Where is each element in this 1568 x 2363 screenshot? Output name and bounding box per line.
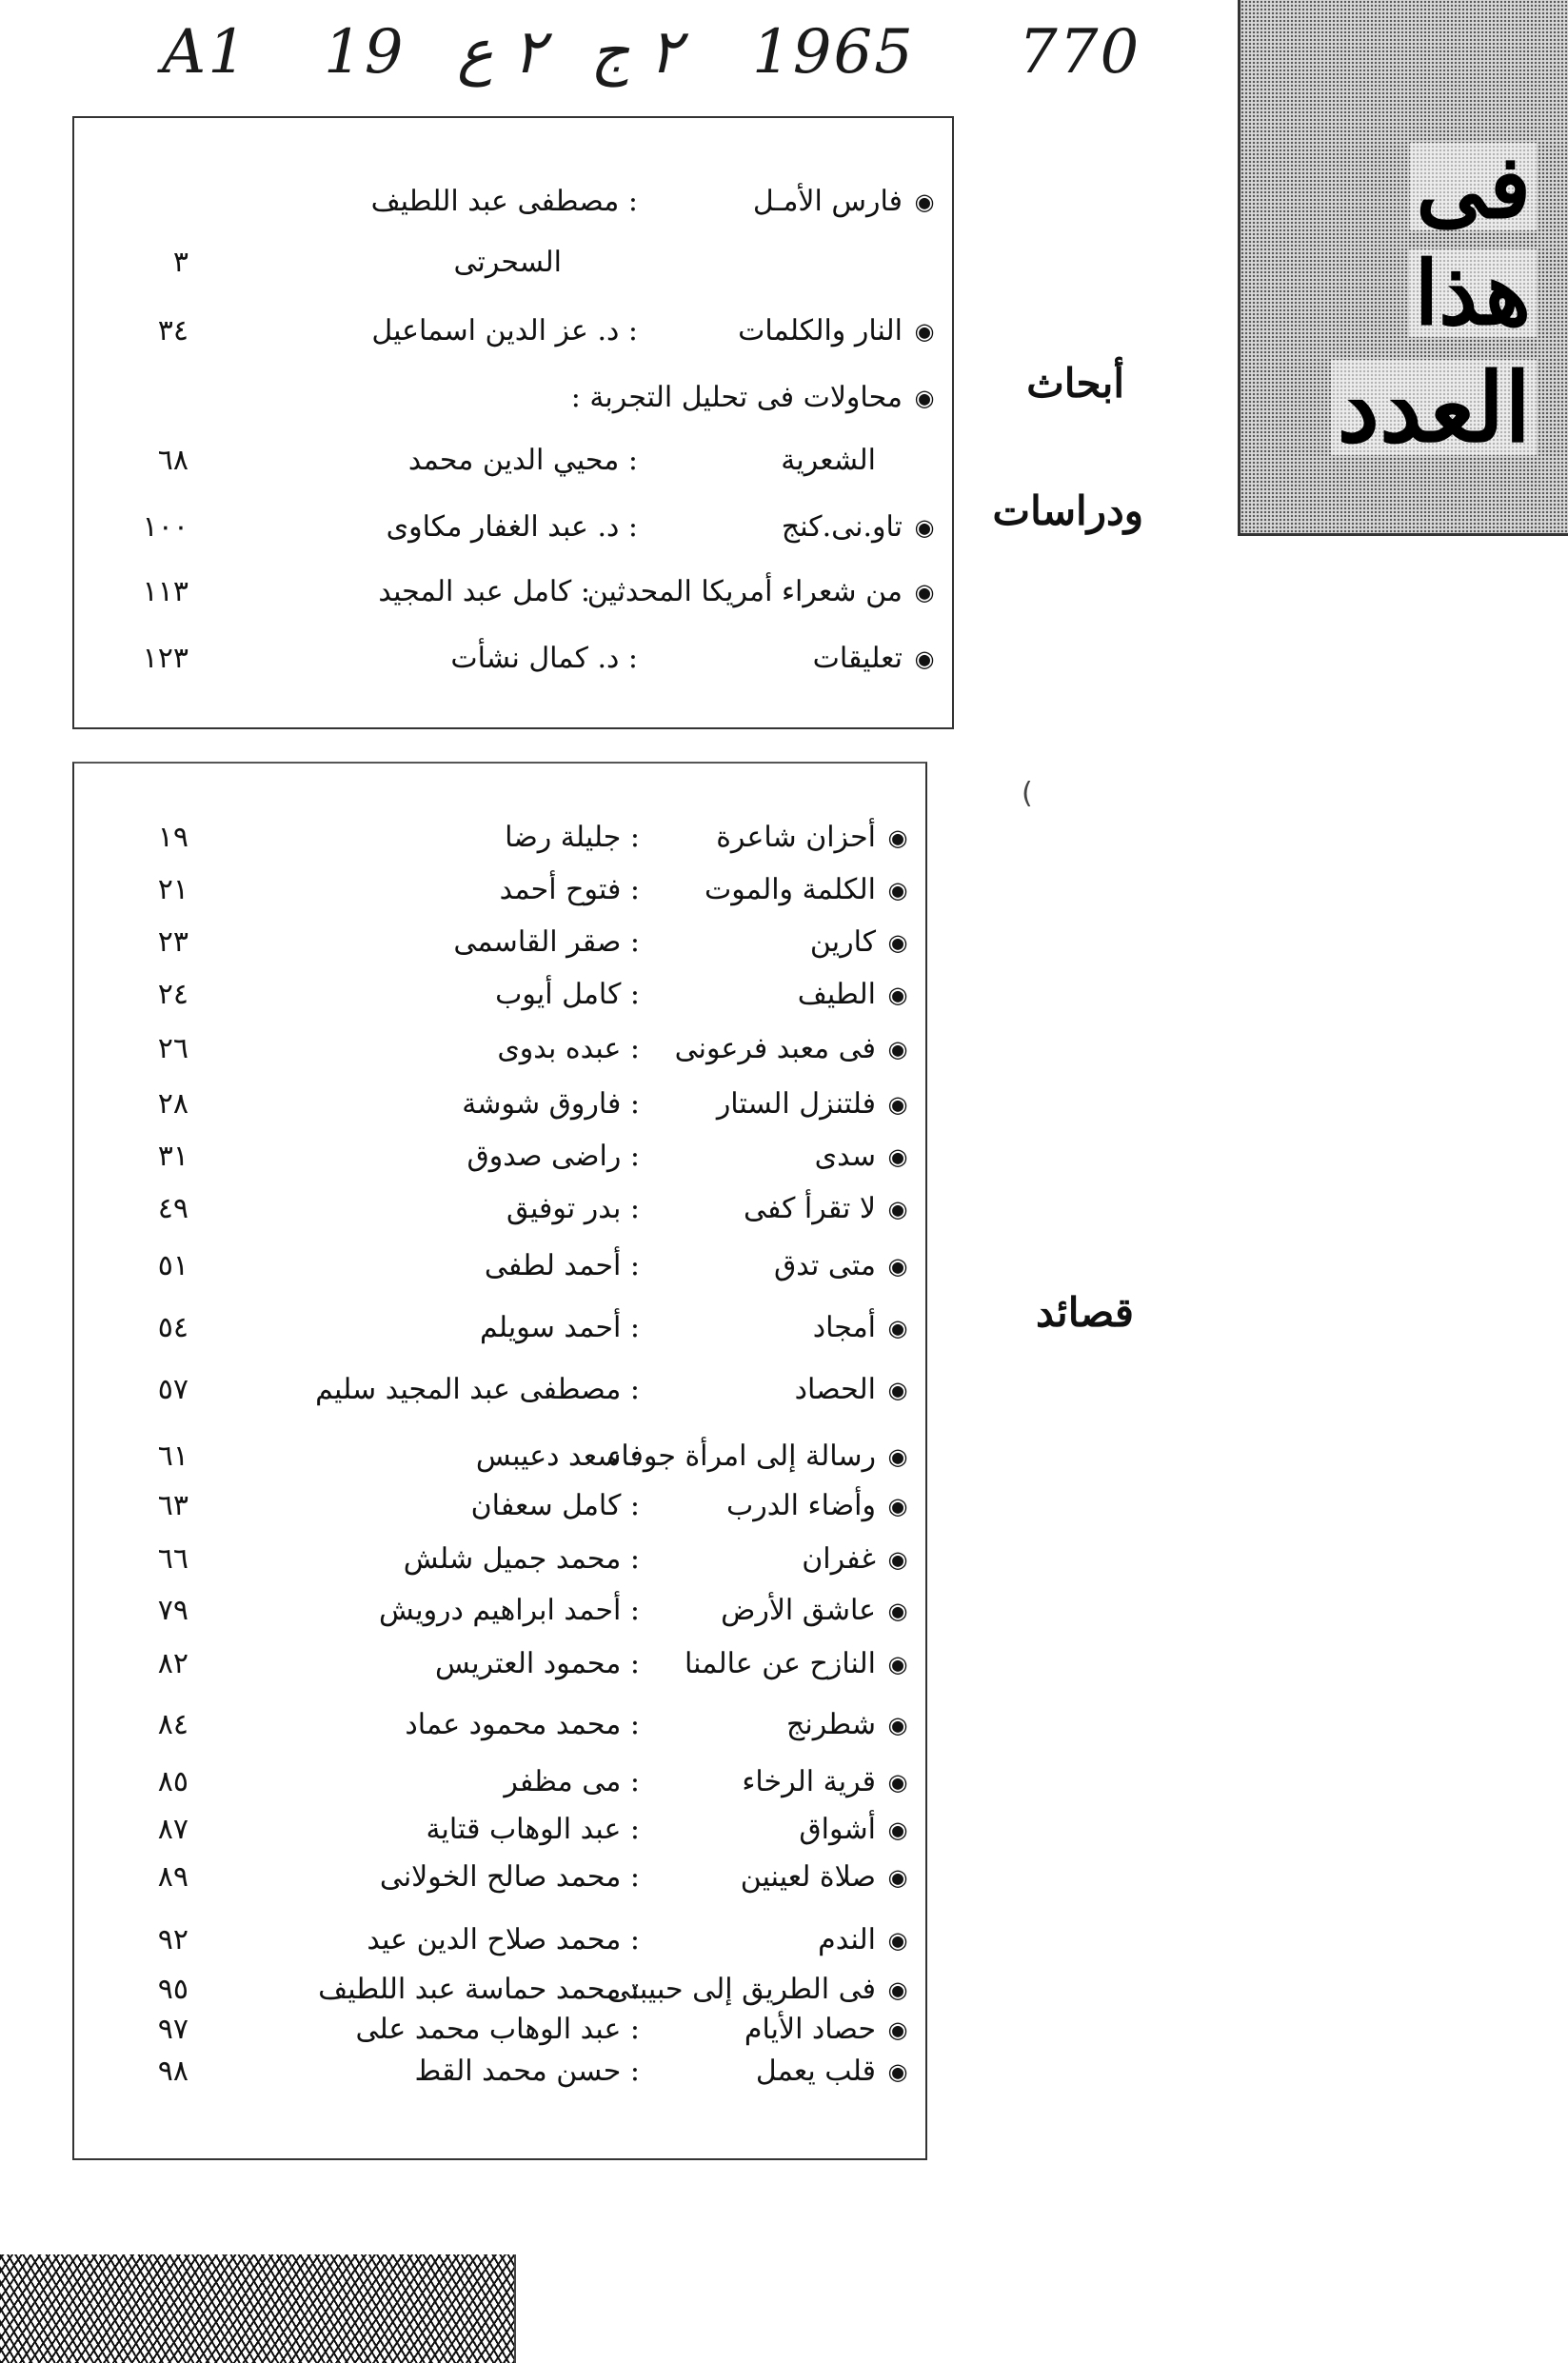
entry-page: ٦٣	[157, 1489, 189, 1522]
section-label-studies-2: ودراسات	[992, 487, 1143, 534]
entry-title: أحزان شاعرة	[716, 821, 876, 854]
entry-title: رسالة إلى امرأة جوفاء	[607, 1440, 876, 1473]
entry-author: : فتوح أحمد	[499, 873, 640, 906]
entry-author: : فاروق شوشة	[462, 1087, 640, 1121]
entry-page: ١١٣	[142, 575, 189, 608]
entry-page: ٧٩	[157, 1594, 189, 1627]
entry-author: : سعد دعيبس	[475, 1440, 640, 1473]
entry-title: الشعرية	[781, 444, 876, 477]
bullet-icon: ◉	[887, 1493, 908, 1519]
entry-title: فى معبد فرعونى	[674, 1032, 876, 1065]
entry-page: ٣	[172, 246, 189, 279]
toc-entry[interactable]	[74, 811, 925, 864]
entry-author: : أحمد سويلم	[479, 1311, 640, 1344]
entry-author: : كامل أيوب	[495, 978, 640, 1011]
poems-contents-box	[72, 762, 927, 2160]
toc-entry[interactable]	[74, 566, 952, 619]
toc-entry[interactable]	[74, 501, 952, 554]
entry-page: ٣٤	[157, 314, 189, 348]
toc-entry-continuation	[74, 236, 952, 289]
handwriting-part-a: ٢ ع	[457, 17, 546, 88]
bullet-icon: ◉	[887, 1546, 908, 1573]
entry-page: ٦٦	[157, 1542, 189, 1576]
entry-author: : كامل سعفان	[470, 1489, 640, 1522]
entry-author: : جليلة رضا	[505, 821, 640, 854]
entry-title: الكلمة والموت	[705, 873, 876, 906]
banner-line-3: العدد	[1331, 360, 1537, 455]
entry-page: ٥٧	[157, 1373, 189, 1406]
bullet-icon: ◉	[887, 2016, 908, 2043]
entry-page: ٢٦	[157, 1032, 189, 1065]
studies-contents-box	[72, 116, 954, 729]
entry-title: الطيف	[797, 978, 876, 1011]
entry-author: : محيي الدين محمد	[407, 444, 638, 477]
toc-entry[interactable]	[74, 1851, 925, 1904]
bullet-icon: ◉	[914, 385, 935, 411]
entry-page: ٨٢	[157, 1647, 189, 1680]
entry-page: ٢٨	[157, 1087, 189, 1121]
bullet-icon: ◉	[887, 982, 908, 1008]
handwriting-page: 770	[1019, 17, 1141, 88]
toc-entry[interactable]	[74, 305, 952, 358]
entry-page: ٨٤	[157, 1708, 189, 1741]
toc-entry[interactable]	[74, 1756, 925, 1809]
toc-entry[interactable]	[74, 1078, 925, 1131]
bullet-icon: ◉	[887, 1443, 908, 1470]
entry-title: فارس الأمـل	[752, 185, 903, 218]
entry-author: : عبده بدوى	[497, 1032, 640, 1065]
archive-handwriting	[143, 17, 1190, 93]
entry-title: غفران	[802, 1542, 876, 1576]
toc-entry[interactable]	[74, 1803, 925, 1857]
toc-entry[interactable]	[74, 1584, 925, 1638]
bullet-icon: ◉	[887, 1769, 908, 1796]
margin-mark: (	[1022, 777, 1033, 810]
bullet-icon: ◉	[887, 1651, 908, 1678]
entry-page: ٨٧	[157, 1813, 189, 1846]
toc-entry[interactable]	[74, 864, 925, 917]
entry-page: ٩٧	[157, 2013, 189, 2046]
entry-page: ١٠٠	[142, 510, 189, 544]
entry-page: ٢٤	[157, 978, 189, 1011]
bullet-icon: ◉	[887, 1196, 908, 1222]
toc-entry[interactable]	[74, 632, 952, 685]
entry-title: محاولات فى تحليل التجربة :	[570, 381, 903, 414]
entry-author: : حسن محمد القط	[414, 2055, 640, 2088]
toc-entry[interactable]	[74, 1023, 925, 1076]
entry-author: : بدر توفيق	[506, 1192, 640, 1225]
entry-author: : مصطفى عبد المجيد سليم	[315, 1373, 640, 1406]
bullet-icon: ◉	[914, 645, 935, 672]
entry-author: : كامل عبد المجيد	[378, 575, 590, 608]
entry-page: ٩٥	[157, 1973, 189, 2006]
toc-entry[interactable]	[74, 175, 952, 228]
entry-title: قرية الرخاء	[742, 1765, 876, 1798]
in-this-issue-banner	[1238, 0, 1568, 536]
entry-author: : أحمد ابراهيم درويش	[378, 1594, 640, 1627]
entry-title: النازح عن عالمنا	[684, 1647, 876, 1680]
entry-page: ٩٢	[157, 1923, 189, 1956]
entry-page: ١٢٣	[142, 642, 189, 675]
bullet-icon: ◉	[914, 318, 935, 345]
toc-entry[interactable]	[74, 1363, 925, 1417]
entry-title: لا تقرأ كفى	[743, 1192, 876, 1225]
entry-author: : أحمد لطفى	[484, 1249, 640, 1282]
bullet-icon: ◉	[887, 1927, 908, 1954]
bullet-icon: ◉	[887, 824, 908, 851]
bullet-icon: ◉	[887, 1864, 908, 1891]
toc-entry[interactable]	[74, 1430, 925, 1483]
entry-title: سدى	[814, 1140, 876, 1173]
entry-title: أشواق	[799, 1813, 876, 1846]
entry-author: : عبد الوهاب محمد على	[355, 2013, 640, 2046]
toc-entry[interactable]	[74, 1240, 925, 1293]
entry-title: أمجاد	[812, 1311, 876, 1344]
toc-entry[interactable]	[74, 916, 925, 969]
entry-title: قلب يعمل	[755, 2055, 876, 2088]
entry-title: كارين	[809, 925, 876, 959]
entry-author: : مصطفى عبد اللطيف	[370, 185, 638, 218]
toc-entry[interactable]	[74, 1533, 925, 1586]
entry-author: : محمد صالح الخولانى	[379, 1860, 640, 1894]
entry-page: ٥٤	[157, 1311, 189, 1344]
entry-title: شطرنج	[785, 1708, 876, 1741]
entry-page: ٨٩	[157, 1860, 189, 1894]
entry-title: فى الطريق إلى حبيبتى	[606, 1973, 876, 2006]
entry-author: : محمد محمود عماد	[405, 1708, 640, 1741]
section-label-studies: أبحاث	[1026, 360, 1124, 407]
toc-entry[interactable]	[74, 1130, 925, 1183]
toc-entry-continuation	[74, 434, 952, 487]
entry-page: ٦٨	[157, 444, 189, 477]
toc-entry[interactable]	[74, 1638, 925, 1691]
entry-title: متى تدق	[773, 1249, 876, 1282]
handwriting-year: 1965	[752, 17, 915, 88]
bullet-icon: ◉	[914, 579, 935, 606]
entry-author: : عبد الوهاب قتاية	[426, 1813, 640, 1846]
entry-title: الندم	[818, 1923, 876, 1956]
entry-page: ٨٥	[157, 1765, 189, 1798]
bullet-icon: ◉	[887, 2058, 908, 2085]
handwriting-code: A1	[162, 17, 248, 88]
decorative-pattern	[0, 2254, 516, 2363]
bullet-icon: ◉	[914, 514, 935, 541]
entry-author: : محمود العتريس	[435, 1647, 640, 1680]
entry-page: ٢١	[157, 873, 189, 906]
bullet-icon: ◉	[887, 1598, 908, 1624]
bullet-icon: ◉	[887, 877, 908, 904]
entry-title: عاشق الأرض	[721, 1594, 876, 1627]
entry-title: تعليقات	[812, 642, 903, 675]
handwriting-part-b: ٢ ج	[590, 17, 683, 88]
entry-author: : صقر القاسمى	[453, 925, 640, 959]
bullet-icon: ◉	[887, 1976, 908, 2003]
bullet-icon: ◉	[887, 1253, 908, 1280]
entry-title: تاو.نى.كنج	[781, 510, 903, 544]
banner-line-1: فى	[1410, 143, 1537, 230]
entry-author: : د. عز الدين اسماعيل	[371, 314, 638, 348]
entry-title: الحصاد	[794, 1373, 876, 1406]
entry-title: حصاد الأيام	[744, 2013, 876, 2046]
entry-author: : محمد صلاح الدين عيد	[367, 1923, 640, 1956]
entry-page: ٦١	[157, 1440, 189, 1473]
entry-author: السحرتى	[453, 246, 562, 279]
entry-title: صلاة لعينين	[740, 1860, 876, 1894]
entry-author: : محمد جميل شلش	[403, 1542, 640, 1576]
entry-page: ٤٩	[157, 1192, 189, 1225]
entry-title: النار والكلمات	[738, 314, 903, 348]
entry-title: وأضاء الدرب	[725, 1489, 876, 1522]
handwriting-number: 19	[324, 17, 406, 88]
toc-entry[interactable]	[74, 968, 925, 1022]
bullet-icon: ◉	[914, 189, 935, 215]
bullet-icon: ◉	[887, 1817, 908, 1843]
entry-page: ٣١	[157, 1140, 189, 1173]
toc-entry[interactable]	[74, 1698, 925, 1752]
toc-entry[interactable]	[74, 1479, 925, 1533]
toc-entry[interactable]	[74, 371, 952, 425]
toc-entry[interactable]	[74, 1301, 925, 1355]
section-label-poems: قصائد	[1035, 1289, 1134, 1336]
bullet-icon: ◉	[887, 1143, 908, 1170]
bullet-icon: ◉	[887, 929, 908, 956]
entry-page: ١٩	[157, 821, 189, 854]
toc-entry[interactable]	[74, 2045, 925, 2098]
entry-title: فلتنزل الستار	[716, 1087, 876, 1121]
toc-entry[interactable]	[74, 1914, 925, 1967]
entry-author: : مى مظفر	[504, 1765, 640, 1798]
bullet-icon: ◉	[887, 1091, 908, 1118]
entry-author: : د. عبد الغفار مكاوى	[386, 510, 638, 544]
toc-entry[interactable]	[74, 1182, 925, 1236]
bullet-icon: ◉	[887, 1036, 908, 1062]
entry-title: من شعراء أمريكا المحدثين	[586, 575, 903, 608]
entry-author: : راضى صدوق	[466, 1140, 640, 1173]
bullet-icon: ◉	[887, 1315, 908, 1341]
entry-page: ٩٨	[157, 2055, 189, 2088]
entry-author: : محمد حماسة عبد اللطيف	[318, 1973, 640, 2006]
bullet-icon: ◉	[887, 1377, 908, 1403]
entry-author: : د. كمال نشأت	[450, 642, 638, 675]
entry-page: ٢٣	[157, 925, 189, 959]
entry-page: ٥١	[157, 1249, 189, 1282]
bullet-icon: ◉	[887, 1712, 908, 1738]
banner-line-2: هذا	[1409, 249, 1537, 337]
